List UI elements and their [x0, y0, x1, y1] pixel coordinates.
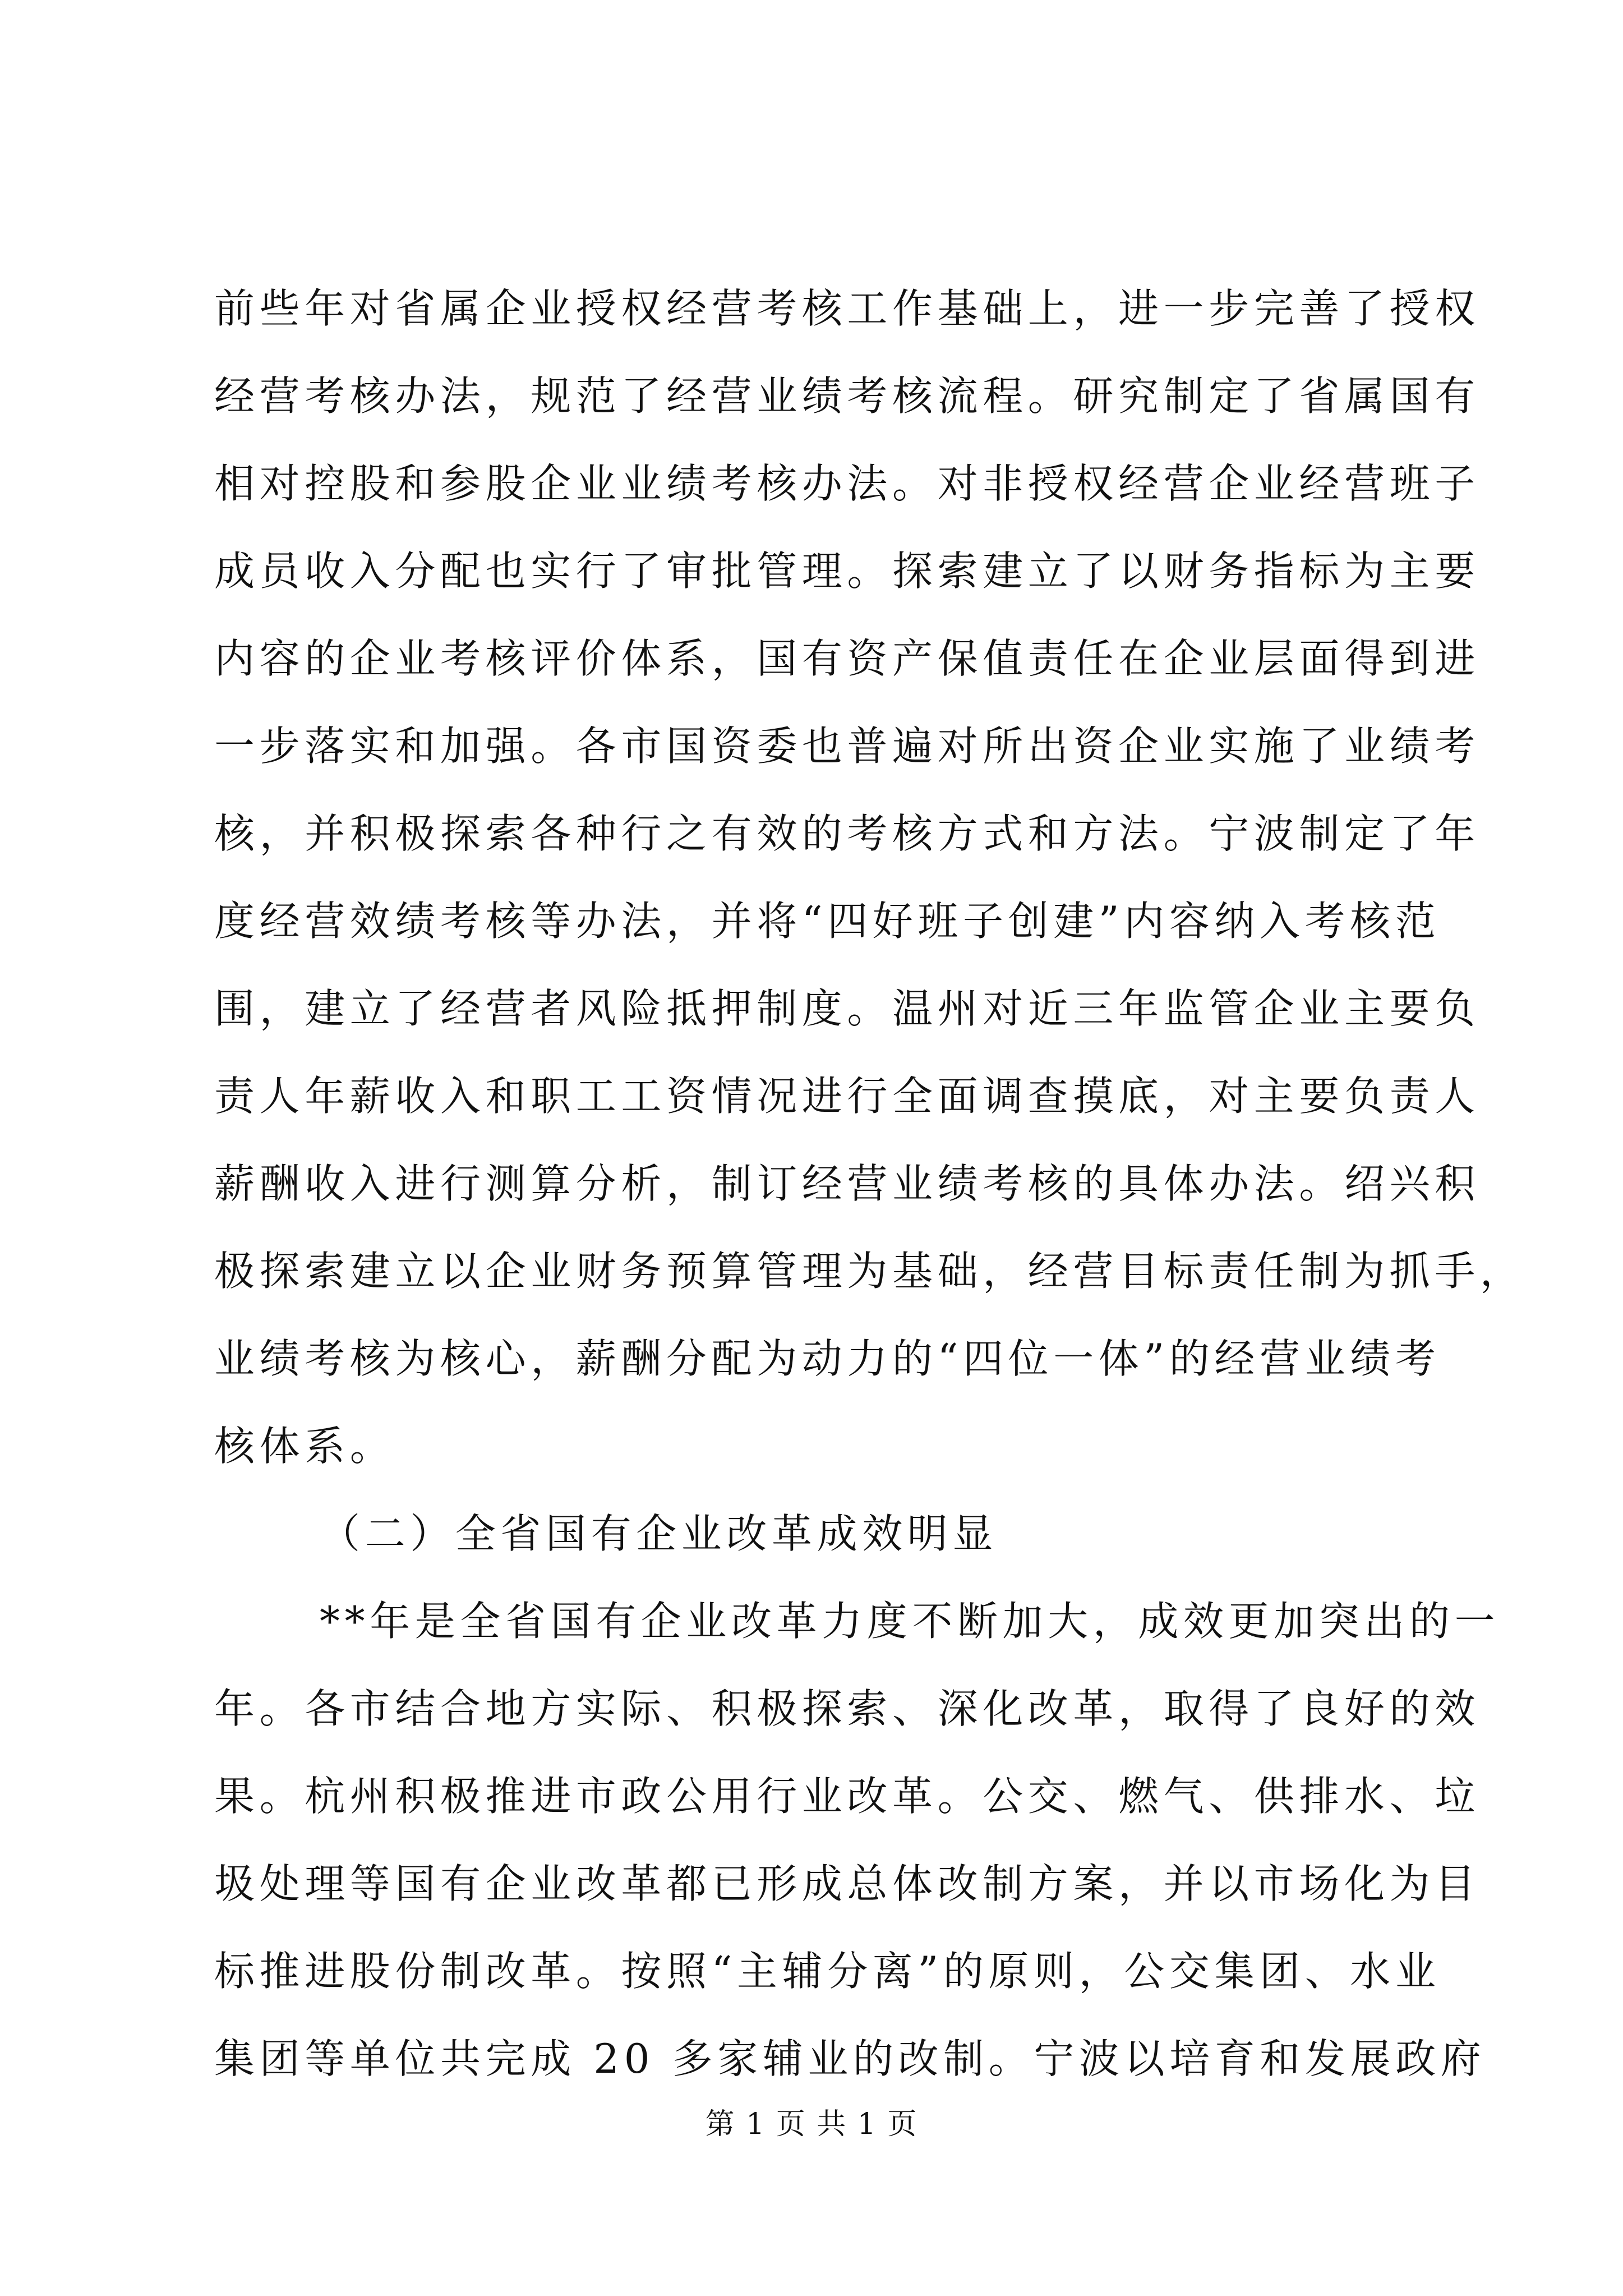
text-line: 围，建立了经营者风险抵押制度。温州对近三年监管企业主要负 — [214, 985, 1480, 1032]
text-line: 年。各市结合地方实际、积极探索、深化改革，取得了良好的效 — [214, 1685, 1480, 1732]
text-line: 果。杭州积极推进市政公用行业改革。公交、燃气、供排水、垃 — [214, 1773, 1480, 1820]
text-line: 成员收入分配也实行了审批管理。探索建立了以财务指标为主要 — [214, 547, 1480, 595]
text-line: 责人年薪收入和职工工资情况进行全面调查摸底，对主要负责人 — [214, 1073, 1480, 1120]
document-body — [214, 265, 1525, 2102]
text-line: 圾处理等国有企业改革都已形成总体改制方案，并以市场化为目 — [214, 1860, 1480, 1907]
text-line: 业绩考核为核心，薪酬分配为动力的“四位一体”的经营业绩考 — [214, 1335, 1441, 1382]
page-footer — [0, 2100, 1623, 2142]
text-line: 内容的企业考核评价体系，国有资产保值责任在企业层面得到进 — [214, 635, 1480, 682]
section-heading: （二）全省国有企业改革成效明显 — [320, 1510, 998, 1557]
text-line: 核体系。 — [214, 1423, 395, 1470]
text-line: 集团等单位共完成 20 多家辅业的改制。宁波以培育和发展政府 — [214, 2035, 1486, 2082]
text-line: 度经营效绩考核等办法，并将“四好班子创建”内容纳入考核范 — [214, 898, 1441, 945]
text-line: 极探索建立以企业财务预算管理为基础，经营目标责任制为抓手， — [214, 1248, 1525, 1295]
text-line: 标推进股份制改革。按照“主辅分离”的原则，公交集团、水业 — [214, 1948, 1441, 1995]
page-number-label: 第 1 页 共 1 页 — [705, 2108, 918, 2141]
text-line: 前些年对省属企业授权经营考核工作基础上，进一步完善了授权 — [214, 285, 1480, 332]
text-line: 经营考核办法，规范了经营业绩考核流程。研究制定了省属国有 — [214, 372, 1480, 420]
text-line: 一步落实和加强。各市国资委也普遍对所出资企业实施了业绩考 — [214, 723, 1480, 770]
text-line: **年是全省国有企业改革力度不断加大，成效更加突出的一 — [320, 1598, 1500, 1645]
text-line: 核，并积极探索各种行之有效的考核方式和方法。宁波制定了年 — [214, 810, 1480, 857]
text-line: 薪酬收入进行测算分析，制订经营业绩考核的具体办法。绍兴积 — [214, 1160, 1480, 1207]
text-line: 相对控股和参股企业业绩考核办法。对非授权经营企业经营班子 — [214, 460, 1480, 507]
